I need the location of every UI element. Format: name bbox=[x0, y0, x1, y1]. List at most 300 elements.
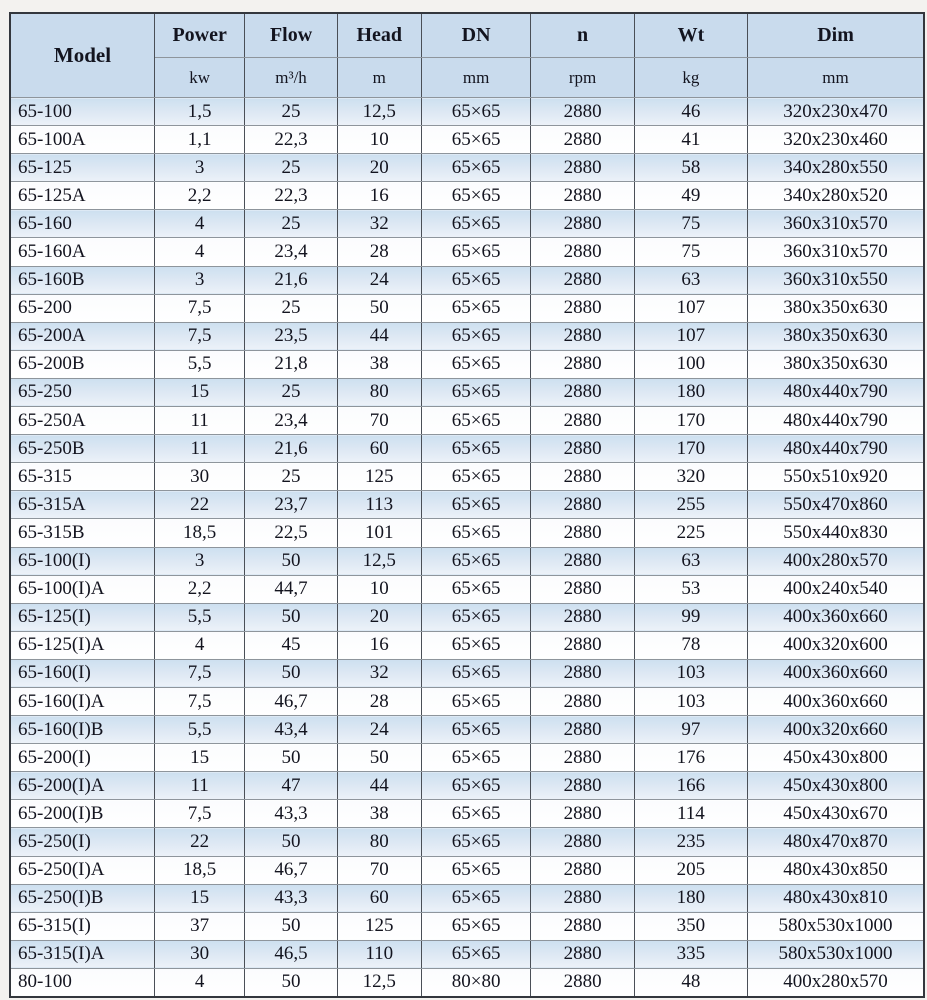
unit-head: m bbox=[337, 58, 421, 98]
flow-cell: 25 bbox=[245, 294, 337, 322]
n-cell: 2880 bbox=[531, 687, 634, 715]
power-cell: 4 bbox=[154, 631, 244, 659]
dim-cell: 580x530x1000 bbox=[748, 912, 924, 940]
head-cell: 110 bbox=[337, 940, 421, 968]
model-cell: 65-125 bbox=[10, 154, 154, 182]
dn-cell: 65×65 bbox=[421, 407, 531, 435]
dn-cell: 65×65 bbox=[421, 800, 531, 828]
wt-cell: 176 bbox=[634, 744, 747, 772]
flow-cell: 21,6 bbox=[245, 266, 337, 294]
model-cell: 65-200B bbox=[10, 350, 154, 378]
n-cell: 2880 bbox=[531, 519, 634, 547]
column-header-model: Model bbox=[10, 13, 154, 98]
dn-cell: 65×65 bbox=[421, 631, 531, 659]
flow-cell: 44,7 bbox=[245, 575, 337, 603]
dim-cell: 360x310x570 bbox=[748, 210, 924, 238]
dn-cell: 65×65 bbox=[421, 294, 531, 322]
column-header-power: Power bbox=[154, 13, 244, 58]
dn-cell: 65×65 bbox=[421, 772, 531, 800]
n-cell: 2880 bbox=[531, 912, 634, 940]
n-cell: 2880 bbox=[531, 126, 634, 154]
wt-cell: 350 bbox=[634, 912, 747, 940]
flow-cell: 46,5 bbox=[245, 940, 337, 968]
head-cell: 16 bbox=[337, 182, 421, 210]
power-cell: 2,2 bbox=[154, 575, 244, 603]
wt-cell: 166 bbox=[634, 772, 747, 800]
n-cell: 2880 bbox=[531, 322, 634, 350]
dim-cell: 550x440x830 bbox=[748, 519, 924, 547]
model-cell: 65-160(I) bbox=[10, 659, 154, 687]
dim-cell: 380x350x630 bbox=[748, 350, 924, 378]
power-cell: 18,5 bbox=[154, 856, 244, 884]
flow-cell: 45 bbox=[245, 631, 337, 659]
wt-cell: 58 bbox=[634, 154, 747, 182]
power-cell: 11 bbox=[154, 407, 244, 435]
dim-cell: 360x310x570 bbox=[748, 238, 924, 266]
dim-cell: 400x320x660 bbox=[748, 716, 924, 744]
n-cell: 2880 bbox=[531, 294, 634, 322]
wt-cell: 63 bbox=[634, 547, 747, 575]
dim-cell: 400x360x660 bbox=[748, 687, 924, 715]
table-row bbox=[10, 687, 924, 715]
table-row bbox=[10, 716, 924, 744]
power-cell: 37 bbox=[154, 912, 244, 940]
column-header-dim: Dim bbox=[748, 13, 924, 58]
wt-cell: 170 bbox=[634, 407, 747, 435]
head-cell: 10 bbox=[337, 126, 421, 154]
table-row bbox=[10, 884, 924, 912]
flow-cell: 25 bbox=[245, 463, 337, 491]
table-row bbox=[10, 407, 924, 435]
n-cell: 2880 bbox=[531, 631, 634, 659]
wt-cell: 48 bbox=[634, 968, 747, 997]
unit-power: kw bbox=[154, 58, 244, 98]
dn-cell: 65×65 bbox=[421, 210, 531, 238]
dim-cell: 450x430x670 bbox=[748, 800, 924, 828]
dn-cell: 65×65 bbox=[421, 463, 531, 491]
head-cell: 24 bbox=[337, 266, 421, 294]
model-cell: 65-160(I)B bbox=[10, 716, 154, 744]
model-cell: 65-200(I)A bbox=[10, 772, 154, 800]
flow-cell: 21,8 bbox=[245, 350, 337, 378]
column-header-flow: Flow bbox=[245, 13, 337, 58]
unit-flow: m³/h bbox=[245, 58, 337, 98]
flow-cell: 22,3 bbox=[245, 126, 337, 154]
head-cell: 101 bbox=[337, 519, 421, 547]
flow-cell: 25 bbox=[245, 98, 337, 126]
model-cell: 65-250A bbox=[10, 407, 154, 435]
flow-cell: 46,7 bbox=[245, 687, 337, 715]
dim-cell: 400x280x570 bbox=[748, 547, 924, 575]
n-cell: 2880 bbox=[531, 800, 634, 828]
dim-cell: 320x230x460 bbox=[748, 126, 924, 154]
dn-cell: 65×65 bbox=[421, 322, 531, 350]
n-cell: 2880 bbox=[531, 238, 634, 266]
flow-cell: 25 bbox=[245, 154, 337, 182]
dn-cell: 80×80 bbox=[421, 968, 531, 997]
power-cell: 3 bbox=[154, 547, 244, 575]
table-row bbox=[10, 603, 924, 631]
model-cell: 65-200(I) bbox=[10, 744, 154, 772]
table-row bbox=[10, 238, 924, 266]
dim-cell: 340x280x550 bbox=[748, 154, 924, 182]
head-cell: 50 bbox=[337, 294, 421, 322]
n-cell: 2880 bbox=[531, 828, 634, 856]
model-cell: 65-250(I)B bbox=[10, 884, 154, 912]
model-cell: 65-100(I) bbox=[10, 547, 154, 575]
flow-cell: 50 bbox=[245, 828, 337, 856]
unit-n: rpm bbox=[531, 58, 634, 98]
dim-cell: 480x440x790 bbox=[748, 378, 924, 406]
wt-cell: 320 bbox=[634, 463, 747, 491]
table-row bbox=[10, 491, 924, 519]
table-row bbox=[10, 659, 924, 687]
flow-cell: 22,3 bbox=[245, 182, 337, 210]
flow-cell: 25 bbox=[245, 210, 337, 238]
wt-cell: 46 bbox=[634, 98, 747, 126]
power-cell: 4 bbox=[154, 968, 244, 997]
table-body bbox=[10, 98, 924, 998]
head-cell: 20 bbox=[337, 154, 421, 182]
n-cell: 2880 bbox=[531, 435, 634, 463]
column-header-dn: DN bbox=[421, 13, 531, 58]
power-cell: 11 bbox=[154, 772, 244, 800]
flow-cell: 50 bbox=[245, 968, 337, 997]
head-cell: 10 bbox=[337, 575, 421, 603]
head-cell: 20 bbox=[337, 603, 421, 631]
head-cell: 70 bbox=[337, 856, 421, 884]
table-row bbox=[10, 98, 924, 126]
power-cell: 30 bbox=[154, 463, 244, 491]
wt-cell: 41 bbox=[634, 126, 747, 154]
table-row bbox=[10, 547, 924, 575]
dim-cell: 380x350x630 bbox=[748, 322, 924, 350]
flow-cell: 50 bbox=[245, 547, 337, 575]
dim-cell: 320x230x470 bbox=[748, 98, 924, 126]
n-cell: 2880 bbox=[531, 98, 634, 126]
dim-cell: 400x240x540 bbox=[748, 575, 924, 603]
dim-cell: 400x360x660 bbox=[748, 603, 924, 631]
dn-cell: 65×65 bbox=[421, 519, 531, 547]
flow-cell: 47 bbox=[245, 772, 337, 800]
head-cell: 16 bbox=[337, 631, 421, 659]
dim-cell: 380x350x630 bbox=[748, 294, 924, 322]
wt-cell: 97 bbox=[634, 716, 747, 744]
model-cell: 65-160(I)A bbox=[10, 687, 154, 715]
n-cell: 2880 bbox=[531, 210, 634, 238]
flow-cell: 50 bbox=[245, 659, 337, 687]
n-cell: 2880 bbox=[531, 772, 634, 800]
wt-cell: 75 bbox=[634, 238, 747, 266]
dn-cell: 65×65 bbox=[421, 575, 531, 603]
head-cell: 12,5 bbox=[337, 547, 421, 575]
table-row bbox=[10, 828, 924, 856]
power-cell: 11 bbox=[154, 435, 244, 463]
wt-cell: 335 bbox=[634, 940, 747, 968]
n-cell: 2880 bbox=[531, 350, 634, 378]
model-cell: 80-100 bbox=[10, 968, 154, 997]
wt-cell: 255 bbox=[634, 491, 747, 519]
wt-cell: 75 bbox=[634, 210, 747, 238]
flow-cell: 50 bbox=[245, 603, 337, 631]
dn-cell: 65×65 bbox=[421, 744, 531, 772]
n-cell: 2880 bbox=[531, 154, 634, 182]
flow-cell: 43,3 bbox=[245, 800, 337, 828]
n-cell: 2880 bbox=[531, 491, 634, 519]
dn-cell: 65×65 bbox=[421, 154, 531, 182]
wt-cell: 100 bbox=[634, 350, 747, 378]
dim-cell: 480x430x850 bbox=[748, 856, 924, 884]
model-cell: 65-250B bbox=[10, 435, 154, 463]
head-cell: 60 bbox=[337, 884, 421, 912]
dn-cell: 65×65 bbox=[421, 940, 531, 968]
n-cell: 2880 bbox=[531, 547, 634, 575]
table-row bbox=[10, 182, 924, 210]
model-cell: 65-100(I)A bbox=[10, 575, 154, 603]
dim-cell: 550x510x920 bbox=[748, 463, 924, 491]
head-cell: 28 bbox=[337, 238, 421, 266]
dn-cell: 65×65 bbox=[421, 435, 531, 463]
table-row bbox=[10, 912, 924, 940]
wt-cell: 235 bbox=[634, 828, 747, 856]
table-row bbox=[10, 744, 924, 772]
power-cell: 5,5 bbox=[154, 350, 244, 378]
table-row bbox=[10, 350, 924, 378]
head-cell: 70 bbox=[337, 407, 421, 435]
flow-cell: 50 bbox=[245, 912, 337, 940]
wt-cell: 99 bbox=[634, 603, 747, 631]
dn-cell: 65×65 bbox=[421, 687, 531, 715]
flow-cell: 23,4 bbox=[245, 407, 337, 435]
unit-dn: mm bbox=[421, 58, 531, 98]
unit-wt: kg bbox=[634, 58, 747, 98]
power-cell: 5,5 bbox=[154, 716, 244, 744]
table-row bbox=[10, 940, 924, 968]
head-cell: 28 bbox=[337, 687, 421, 715]
wt-cell: 107 bbox=[634, 294, 747, 322]
power-cell: 7,5 bbox=[154, 800, 244, 828]
table-row bbox=[10, 154, 924, 182]
model-cell: 65-315B bbox=[10, 519, 154, 547]
power-cell: 5,5 bbox=[154, 603, 244, 631]
n-cell: 2880 bbox=[531, 856, 634, 884]
table-row bbox=[10, 210, 924, 238]
model-cell: 65-315 bbox=[10, 463, 154, 491]
wt-cell: 63 bbox=[634, 266, 747, 294]
model-cell: 65-250 bbox=[10, 378, 154, 406]
model-cell: 65-160 bbox=[10, 210, 154, 238]
dn-cell: 65×65 bbox=[421, 491, 531, 519]
power-cell: 15 bbox=[154, 378, 244, 406]
model-cell: 65-125(I) bbox=[10, 603, 154, 631]
head-cell: 38 bbox=[337, 350, 421, 378]
dn-cell: 65×65 bbox=[421, 884, 531, 912]
power-cell: 15 bbox=[154, 884, 244, 912]
head-cell: 12,5 bbox=[337, 968, 421, 997]
head-cell: 50 bbox=[337, 744, 421, 772]
table-row bbox=[10, 856, 924, 884]
power-cell: 1,5 bbox=[154, 98, 244, 126]
wt-cell: 53 bbox=[634, 575, 747, 603]
table-row bbox=[10, 575, 924, 603]
flow-cell: 23,5 bbox=[245, 322, 337, 350]
pump-spec-table bbox=[9, 12, 925, 998]
dn-cell: 65×65 bbox=[421, 716, 531, 744]
dn-cell: 65×65 bbox=[421, 266, 531, 294]
dim-cell: 580x530x1000 bbox=[748, 940, 924, 968]
model-cell: 65-200 bbox=[10, 294, 154, 322]
wt-cell: 225 bbox=[634, 519, 747, 547]
model-cell: 65-160B bbox=[10, 266, 154, 294]
wt-cell: 78 bbox=[634, 631, 747, 659]
n-cell: 2880 bbox=[531, 884, 634, 912]
n-cell: 2880 bbox=[531, 968, 634, 997]
head-cell: 80 bbox=[337, 378, 421, 406]
wt-cell: 103 bbox=[634, 659, 747, 687]
dim-cell: 400x280x570 bbox=[748, 968, 924, 997]
model-cell: 65-100 bbox=[10, 98, 154, 126]
dim-cell: 400x360x660 bbox=[748, 659, 924, 687]
wt-cell: 103 bbox=[634, 687, 747, 715]
flow-cell: 21,6 bbox=[245, 435, 337, 463]
dim-cell: 480x430x810 bbox=[748, 884, 924, 912]
column-header-wt: Wt bbox=[634, 13, 747, 58]
dn-cell: 65×65 bbox=[421, 98, 531, 126]
wt-cell: 170 bbox=[634, 435, 747, 463]
column-header-head: Head bbox=[337, 13, 421, 58]
head-cell: 80 bbox=[337, 828, 421, 856]
model-cell: 65-125(I)A bbox=[10, 631, 154, 659]
model-cell: 65-100A bbox=[10, 126, 154, 154]
model-cell: 65-315(I)A bbox=[10, 940, 154, 968]
dn-cell: 65×65 bbox=[421, 238, 531, 266]
flow-cell: 46,7 bbox=[245, 856, 337, 884]
flow-cell: 43,4 bbox=[245, 716, 337, 744]
head-cell: 125 bbox=[337, 912, 421, 940]
dim-cell: 550x470x860 bbox=[748, 491, 924, 519]
flow-cell: 50 bbox=[245, 744, 337, 772]
table-row bbox=[10, 800, 924, 828]
dim-cell: 400x320x600 bbox=[748, 631, 924, 659]
head-cell: 24 bbox=[337, 716, 421, 744]
dim-cell: 340x280x520 bbox=[748, 182, 924, 210]
table-row bbox=[10, 378, 924, 406]
flow-cell: 22,5 bbox=[245, 519, 337, 547]
power-cell: 22 bbox=[154, 491, 244, 519]
n-cell: 2880 bbox=[531, 182, 634, 210]
dim-cell: 480x470x870 bbox=[748, 828, 924, 856]
model-cell: 65-250(I) bbox=[10, 828, 154, 856]
n-cell: 2880 bbox=[531, 940, 634, 968]
table-row bbox=[10, 463, 924, 491]
model-cell: 65-160A bbox=[10, 238, 154, 266]
dn-cell: 65×65 bbox=[421, 350, 531, 378]
dim-cell: 360x310x550 bbox=[748, 266, 924, 294]
wt-cell: 180 bbox=[634, 884, 747, 912]
n-cell: 2880 bbox=[531, 716, 634, 744]
table-row bbox=[10, 519, 924, 547]
dn-cell: 65×65 bbox=[421, 126, 531, 154]
n-cell: 2880 bbox=[531, 603, 634, 631]
n-cell: 2880 bbox=[531, 744, 634, 772]
head-cell: 113 bbox=[337, 491, 421, 519]
head-cell: 32 bbox=[337, 659, 421, 687]
flow-cell: 23,4 bbox=[245, 238, 337, 266]
dn-cell: 65×65 bbox=[421, 828, 531, 856]
power-cell: 7,5 bbox=[154, 294, 244, 322]
wt-cell: 205 bbox=[634, 856, 747, 884]
table-row bbox=[10, 266, 924, 294]
head-cell: 32 bbox=[337, 210, 421, 238]
table-row bbox=[10, 294, 924, 322]
n-cell: 2880 bbox=[531, 407, 634, 435]
head-cell: 12,5 bbox=[337, 98, 421, 126]
dim-cell: 450x430x800 bbox=[748, 772, 924, 800]
power-cell: 3 bbox=[154, 266, 244, 294]
wt-cell: 114 bbox=[634, 800, 747, 828]
column-header-n: n bbox=[531, 13, 634, 58]
flow-cell: 43,3 bbox=[245, 884, 337, 912]
dim-cell: 480x440x790 bbox=[748, 407, 924, 435]
n-cell: 2880 bbox=[531, 659, 634, 687]
power-cell: 1,1 bbox=[154, 126, 244, 154]
power-cell: 30 bbox=[154, 940, 244, 968]
power-cell: 22 bbox=[154, 828, 244, 856]
dn-cell: 65×65 bbox=[421, 603, 531, 631]
table-row bbox=[10, 322, 924, 350]
flow-cell: 23,7 bbox=[245, 491, 337, 519]
head-cell: 38 bbox=[337, 800, 421, 828]
model-cell: 65-315A bbox=[10, 491, 154, 519]
n-cell: 2880 bbox=[531, 463, 634, 491]
dim-cell: 450x430x800 bbox=[748, 744, 924, 772]
wt-cell: 107 bbox=[634, 322, 747, 350]
dim-cell: 480x440x790 bbox=[748, 435, 924, 463]
table-header bbox=[10, 13, 924, 98]
model-cell: 65-250(I)A bbox=[10, 856, 154, 884]
table-row bbox=[10, 435, 924, 463]
wt-cell: 49 bbox=[634, 182, 747, 210]
power-cell: 7,5 bbox=[154, 322, 244, 350]
pump-spec-table-container bbox=[9, 12, 925, 998]
wt-cell: 180 bbox=[634, 378, 747, 406]
table-row bbox=[10, 126, 924, 154]
model-cell: 65-200(I)B bbox=[10, 800, 154, 828]
n-cell: 2880 bbox=[531, 378, 634, 406]
header-label-row bbox=[10, 13, 924, 58]
dn-cell: 65×65 bbox=[421, 182, 531, 210]
power-cell: 2,2 bbox=[154, 182, 244, 210]
power-cell: 3 bbox=[154, 154, 244, 182]
flow-cell: 25 bbox=[245, 378, 337, 406]
power-cell: 7,5 bbox=[154, 687, 244, 715]
model-cell: 65-125A bbox=[10, 182, 154, 210]
power-cell: 4 bbox=[154, 238, 244, 266]
head-cell: 125 bbox=[337, 463, 421, 491]
dn-cell: 65×65 bbox=[421, 912, 531, 940]
power-cell: 15 bbox=[154, 744, 244, 772]
power-cell: 18,5 bbox=[154, 519, 244, 547]
model-cell: 65-200A bbox=[10, 322, 154, 350]
table-row bbox=[10, 631, 924, 659]
head-cell: 60 bbox=[337, 435, 421, 463]
head-cell: 44 bbox=[337, 322, 421, 350]
dn-cell: 65×65 bbox=[421, 856, 531, 884]
dn-cell: 65×65 bbox=[421, 659, 531, 687]
power-cell: 7,5 bbox=[154, 659, 244, 687]
head-cell: 44 bbox=[337, 772, 421, 800]
dn-cell: 65×65 bbox=[421, 378, 531, 406]
